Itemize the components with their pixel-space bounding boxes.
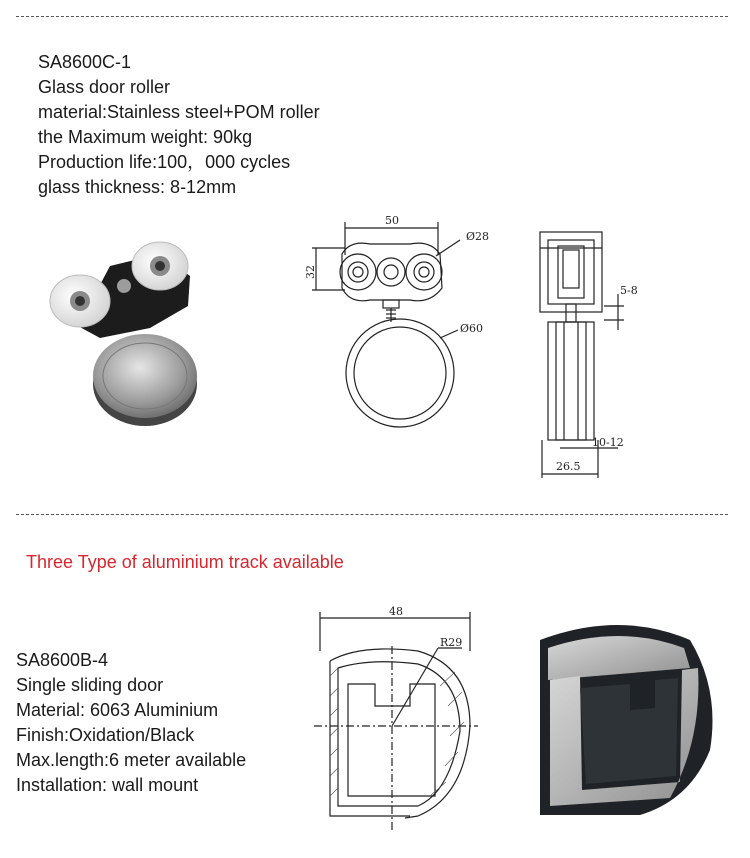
dim-disc-diameter: Ø60 (460, 322, 484, 335)
track-material: Material: 6063 Aluminium (16, 700, 219, 720)
track-max-length: Max.length:6 meter available (16, 750, 247, 770)
dim-side-width: 26.5 (556, 460, 581, 473)
roller-max-weight: the Maximum weight: 90kg (38, 127, 253, 147)
roller-model: SA8600C-1 (38, 52, 132, 72)
track-section-drawing (300, 606, 490, 836)
dim-width: 50 (385, 214, 399, 227)
dim-height: 32 (304, 265, 317, 279)
dim-wheel-diameter: Ø28 (466, 230, 490, 243)
roller-name: Glass door roller (38, 77, 171, 97)
top-divider (16, 16, 728, 17)
track-installation: Installation: wall mount (16, 775, 199, 795)
roller-spec-block (38, 50, 320, 200)
track-heading: Three Type of aluminium track available (26, 552, 344, 572)
track-product-photo (520, 610, 730, 820)
roller-side-drawing (520, 220, 650, 485)
track-spec-block (16, 648, 246, 798)
dim-track-width: 48 (389, 606, 403, 618)
roller-glass-thickness: glass thickness: 8-12mm (38, 177, 237, 197)
dim-glass: 10-12 (592, 436, 624, 449)
roller-material: material:Stainless steel+POM roller (38, 102, 320, 122)
roller-front-drawing (300, 210, 510, 450)
track-model: SA8600B-4 (16, 650, 109, 670)
roller-production-life: Production life:100，000 cycles (38, 152, 291, 172)
track-finish: Finish:Oxidation/Black (16, 725, 195, 745)
track-type: Single sliding door (16, 675, 164, 695)
roller-product-photo (40, 236, 240, 436)
dim-gap: 5-8 (620, 284, 638, 297)
middle-divider (16, 514, 728, 515)
dim-track-radius: R29 (440, 636, 463, 649)
